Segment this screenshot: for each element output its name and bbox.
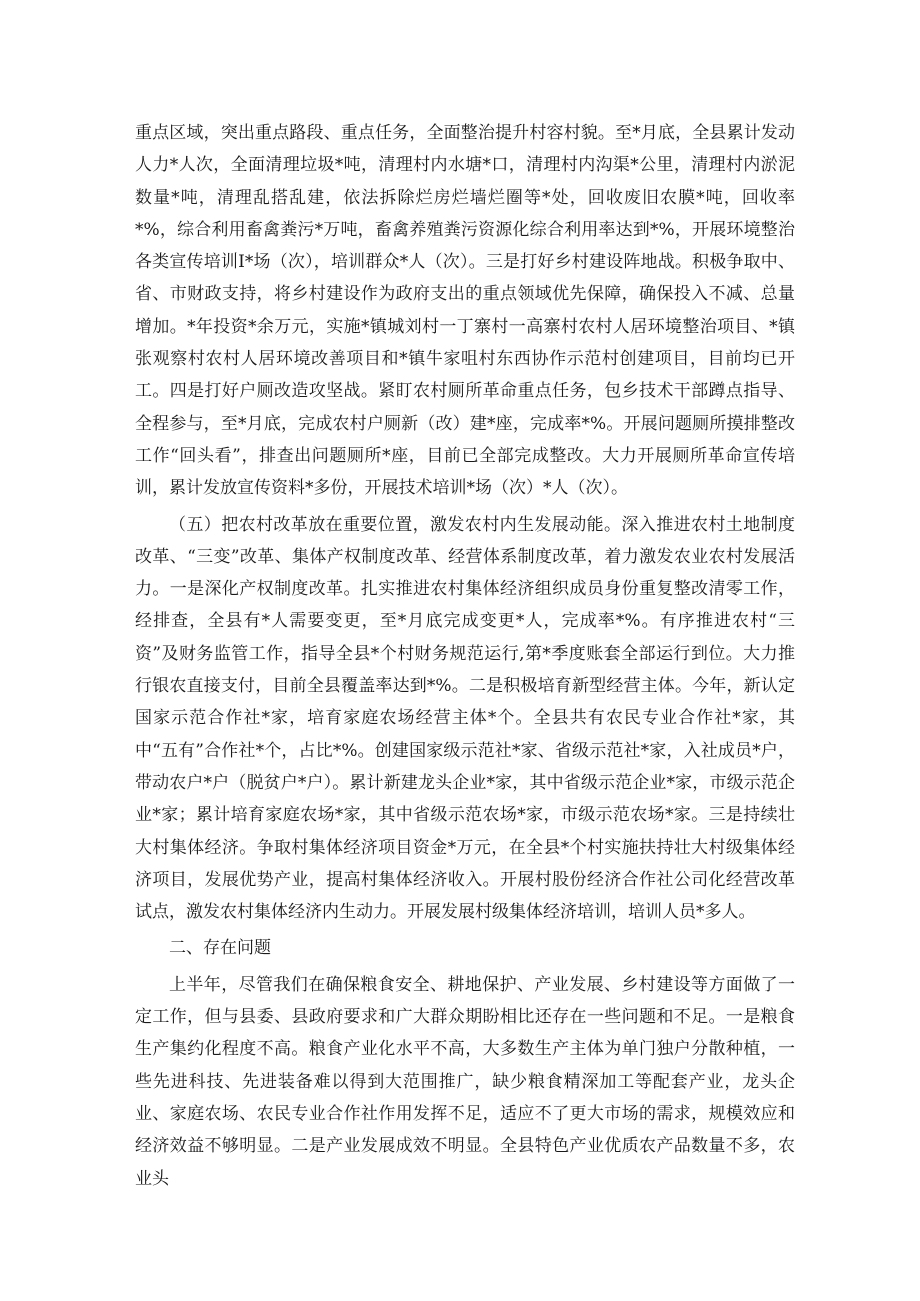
section-heading-problems: 二、存在问题 [169, 938, 271, 959]
paragraph-environment-toilet: 重点区域，突出重点路段、重点任务，全面整治提升村容村貌。至*月底，全县累计发动人力*人次，全面清理垃圾*吨，清理村内水塘*口，清理村内沟渠*公里，清理村内淤泥数量*吨，清理乱搭乱建，依法拆除烂房烂墙烂圈等*处，回收废旧农膜*吨，回收率*%，综合利用畜禽粪污*万吨，畜禽养殖粪污资源化综合利用率达到*%，开展环境整治各类宣传培训I*场（次），培训群众*人（次）。三是打好乡村建设阵地战。积极争取中、省、市财政支持，将乡村建设作为政府支出的重点领域优先保障，确保投入不减、总量增加。*年投资*余万元，实施*镇城刘村一丁寨村一高寨村农村人居环境整治项目、*镇张观察村农村人居环境改善项目和*镇牛家咀村东西协作示范村创建项目，目前均已开工。四是打好户厕改造攻坚战。紧盯农村厕所革命重点任务，包乡技术干部蹲点指导、全程参与，至*月底，完成农村户厕新（改）建*座，完成率*%。开展问题厕所摸排整改工作“回头看”，排查出问题厕所*座，目前已全部完成整改。大力开展厕所革命宣传培训，累计发放宣传资料*多份，开展技术培训*场（次）*人（次）。 [135, 123, 795, 499]
paragraph-rural-reform: （五）把农村改革放在重要位置，激发农村内生发展动能。深入推进农村土地制度改革、“三变”改革、集体产权制度改革、经营体系制度改革，着力激发农业农村发展活力。一是深化产权制度改革。扎实推进农村集体经济组织成员身份重复整改清零工作，经排查，全县有*人需要变更，至*月底完成变更*人，完成率*%。有序推进农村“三资”及财务监管工作，指导全县*个村财务规范运行,第*季度账套全部运行到位。大力推行银农直接支付，目前全县覆盖率达到*%。二是积极培育新型经营主体。今年，新认定国家示范合作社*家，培育家庭农场经营主体*个。全县共有农民专业合作社*家，其中“五有”合作社*个，占比*%。创建国家级示范社*家、省级示范社*家，入社成员*户，带动农户*户（脱贫户*户）。累计新建龙头企业*家，其中省级示范企业*家，市级示范企业*家；累计培育家庭农场*家，其中省级示范农场*家，市级示范农场*家。三是持续壮大村集体经济。争取村集体经济项目资金*万元，在全县*个村实施扶持壮大村级集体经济项目，发展优势产业，提高村集体经济收入。开展村股份经济合作社公司化经营改革试点，激发农村集体经济内生动力。开展发展村级集体经济培训，培训人员*多人。 [135, 514, 795, 923]
paragraph-problems: 上半年，尽管我们在确保粮食安全、耕地保护、产业发展、乡村建设等方面做了一定工作，但与县委、县政府要求和广大群众期盼相比还存在一些问题和不足。一是粮食生产集约化程度不高。粮食产业化水平不高，大多数生产主体为单门独户分散种植，一些先进科技、先进装备难以得到大范围推广，缺少粮食精深加工等配套产业，龙头企业、家庭农场、农民专业合作社作用发挥不足，适应不了更大市场的需求，规模效应和经济效益不够明显。二是产业发展成效不明显。全县特色产业优质农产品数量不多，农业头 [135, 974, 795, 1189]
